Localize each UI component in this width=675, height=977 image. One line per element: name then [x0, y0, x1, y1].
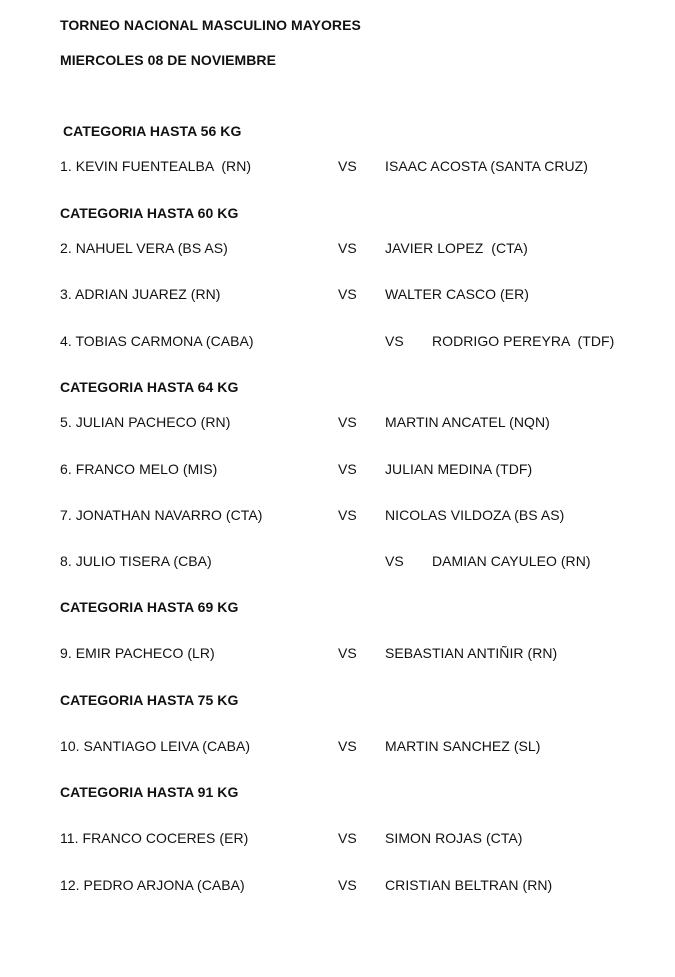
bout-10-right: MARTIN SANCHEZ (SL) — [385, 738, 541, 754]
bout-4-left: 4. TOBIAS CARMONA (CABA) — [60, 333, 254, 349]
bout-8-right: DAMIAN CAYULEO (RN) — [432, 553, 591, 569]
bout-12-left: 12. PEDRO ARJONA (CABA) — [60, 877, 245, 893]
bout-5-left: 5. JULIAN PACHECO (RN) — [60, 414, 231, 430]
bout-3-right: WALTER CASCO (ER) — [385, 286, 529, 302]
bout-7-vs: VS — [338, 507, 357, 523]
bout-6-left: 6. FRANCO MELO (MIS) — [60, 461, 218, 477]
bout-3-vs: VS — [338, 286, 357, 302]
category-heading-56kg: CATEGORIA HASTA 56 KG — [63, 123, 242, 139]
bout-11-left: 11. FRANCO COCERES (ER) — [60, 830, 249, 846]
category-heading-60kg: CATEGORIA HASTA 60 KG — [60, 205, 239, 221]
bout-2-right: JAVIER LOPEZ (CTA) — [385, 240, 528, 256]
bout-8-left: 8. JULIO TISERA (CBA) — [60, 553, 212, 569]
bout-3-left: 3. ADRIAN JUAREZ (RN) — [60, 286, 221, 302]
bout-2-left: 2. NAHUEL VERA (BS AS) — [60, 240, 228, 256]
bout-5-vs: VS — [338, 414, 357, 430]
bout-9-left: 9. EMIR PACHECO (LR) — [60, 645, 215, 661]
bout-12-right: CRISTIAN BELTRAN (RN) — [385, 877, 553, 893]
bout-9-vs: VS — [338, 645, 357, 661]
bout-11-vs: VS — [338, 830, 357, 846]
bout-9-right: SEBASTIAN ANTIÑIR (RN) — [385, 645, 558, 661]
bout-11-right: SIMON ROJAS (CTA) — [385, 830, 523, 846]
category-heading-91kg: CATEGORIA HASTA 91 KG — [60, 784, 239, 800]
bout-2-vs: VS — [338, 240, 357, 256]
bout-10-vs: VS — [338, 738, 357, 754]
bout-4-vs: VS — [385, 333, 404, 349]
bout-4-right: RODRIGO PEREYRA (TDF) — [432, 333, 615, 349]
bout-10-left: 10. SANTIAGO LEIVA (CABA) — [60, 738, 251, 754]
bout-6-vs: VS — [338, 461, 357, 477]
document-title: TORNEO NACIONAL MASCULINO MAYORES — [60, 17, 361, 33]
bout-7-left: 7. JONATHAN NAVARRO (CTA) — [60, 507, 263, 523]
document-date: MIERCOLES 08 DE NOVIEMBRE — [60, 52, 276, 68]
bout-8-vs: VS — [385, 553, 404, 569]
bout-5-right: MARTIN ANCATEL (NQN) — [385, 414, 550, 430]
bout-7-right: NICOLAS VILDOZA (BS AS) — [385, 507, 565, 523]
bout-1-right: ISAAC ACOSTA (SANTA CRUZ) — [385, 158, 588, 174]
bout-12-vs: VS — [338, 877, 357, 893]
category-heading-69kg: CATEGORIA HASTA 69 KG — [60, 599, 239, 615]
category-heading-64kg: CATEGORIA HASTA 64 KG — [60, 379, 239, 395]
bout-1-left: 1. KEVIN FUENTEALBA (RN) — [60, 158, 252, 174]
bout-6-right: JULIAN MEDINA (TDF) — [385, 461, 533, 477]
category-heading-75kg: CATEGORIA HASTA 75 KG — [60, 692, 239, 708]
bout-1-vs: VS — [338, 158, 357, 174]
